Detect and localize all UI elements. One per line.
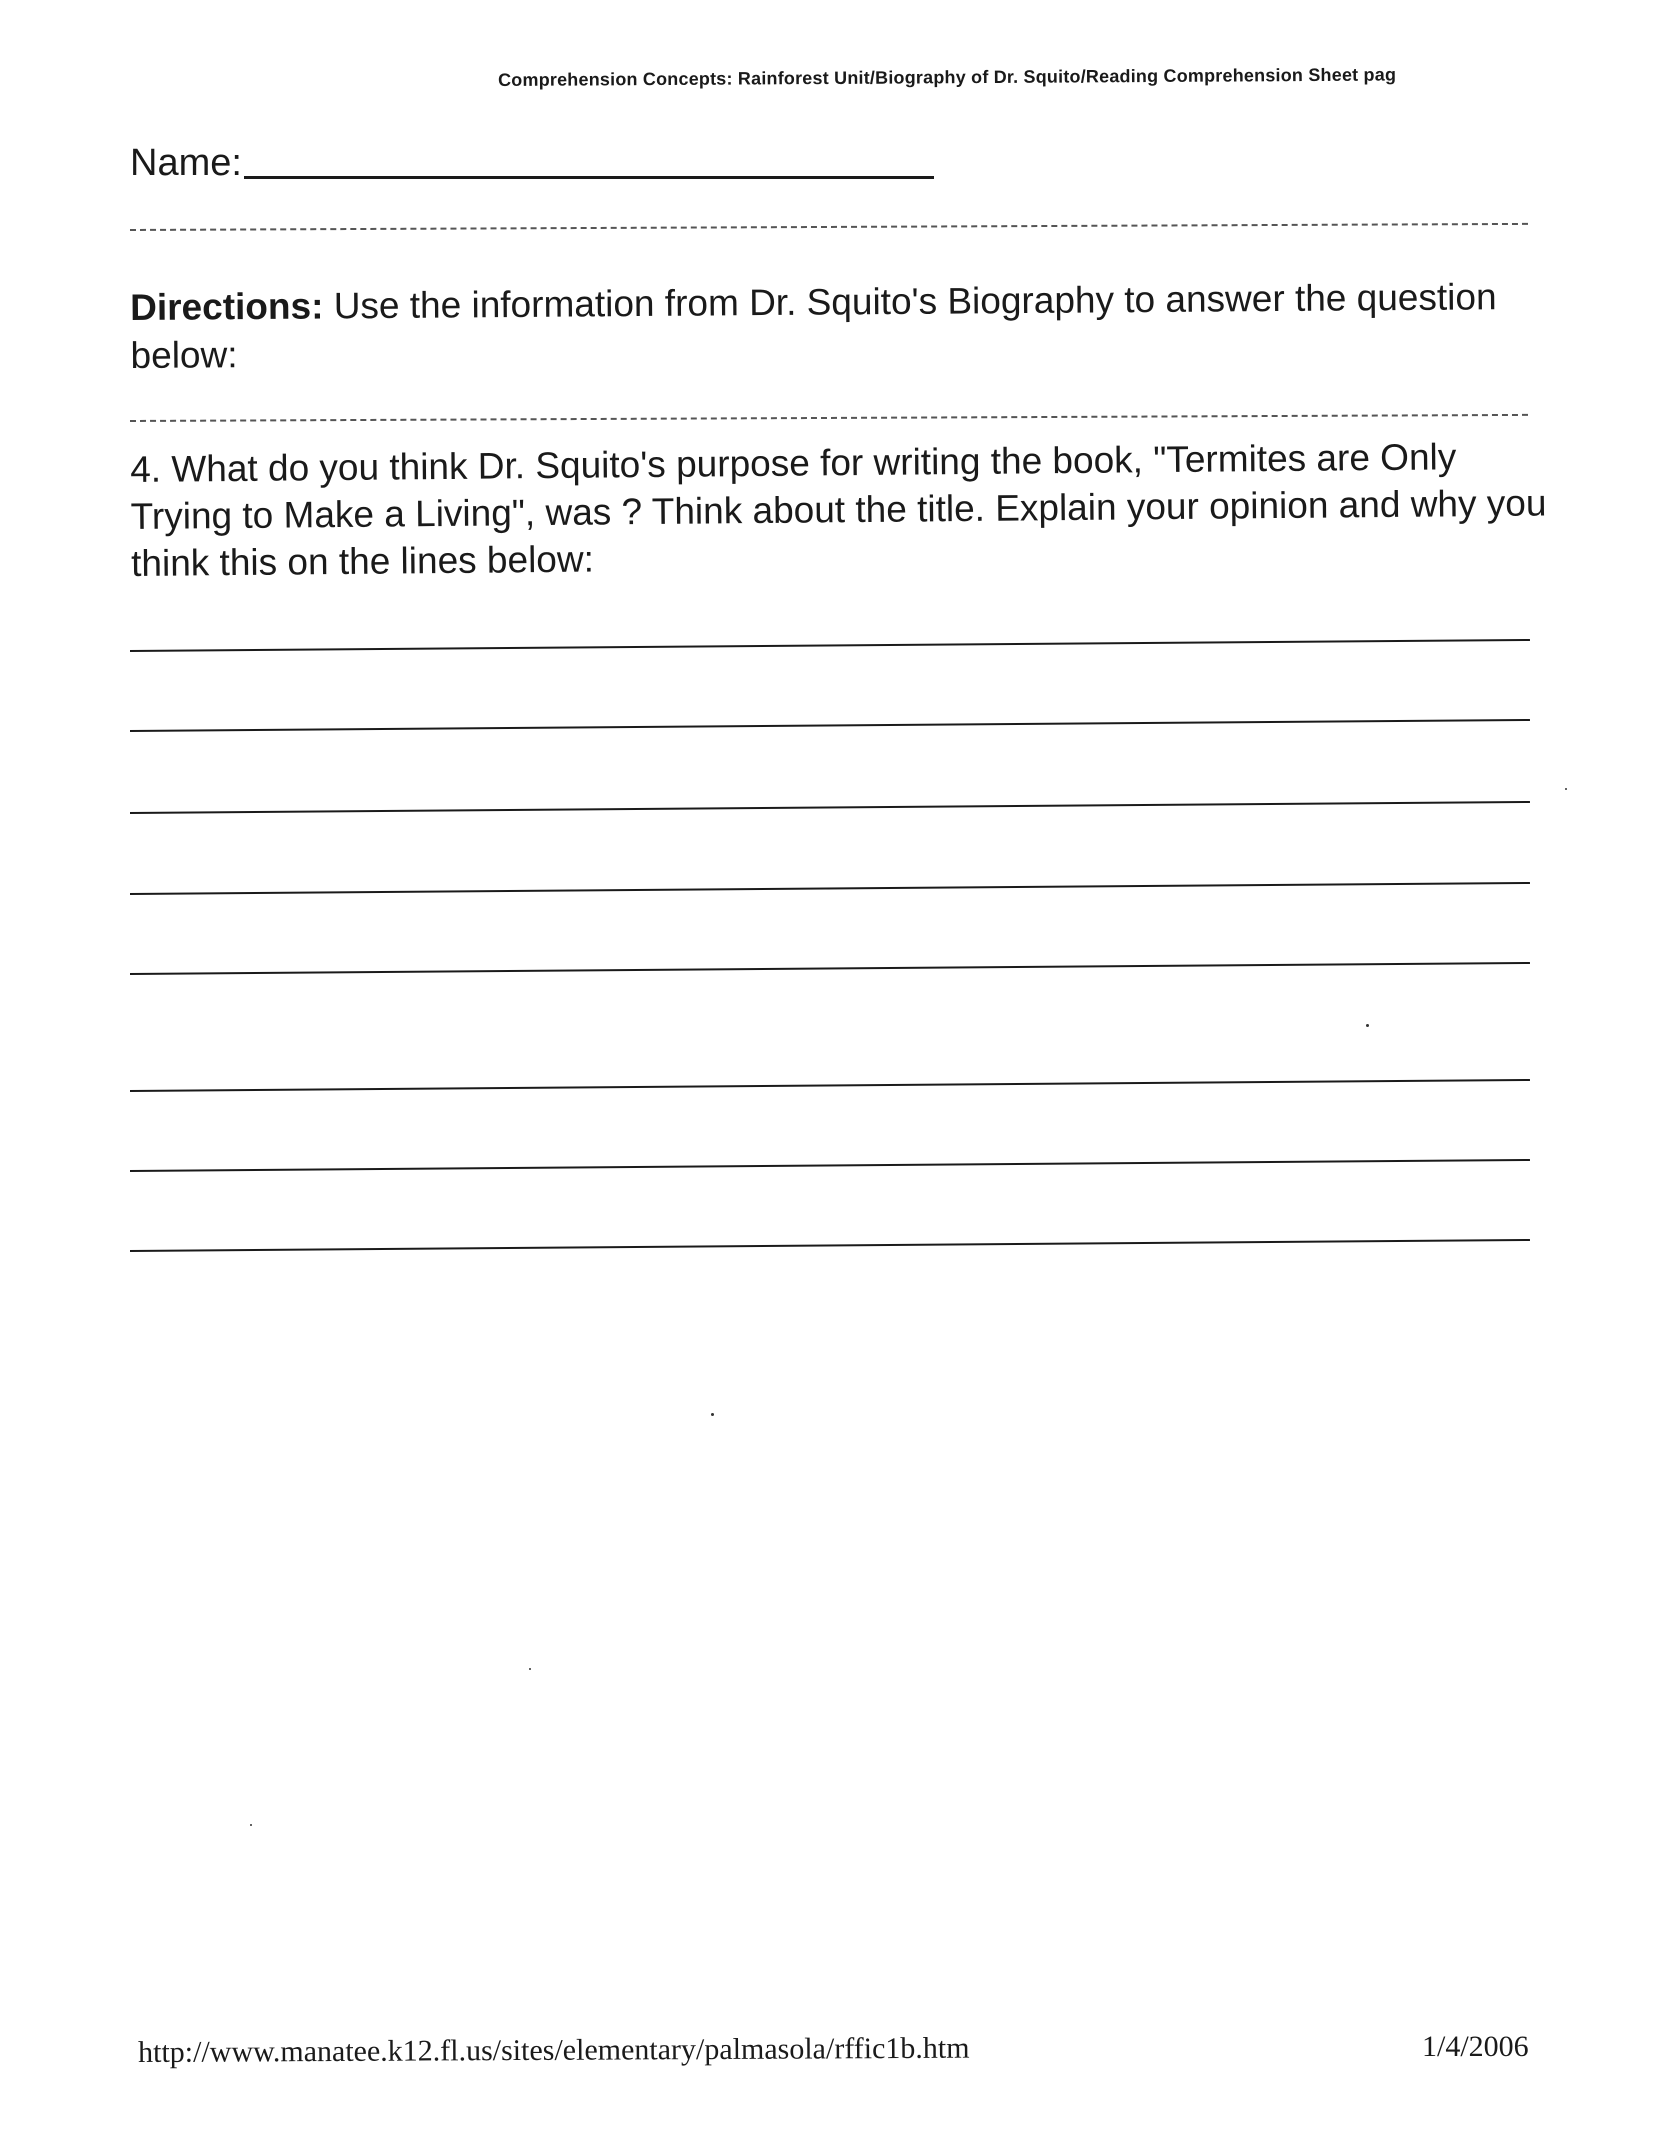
- page-header: Comprehension Concepts: Rainforest Unit/Biography of Dr. Squito/Reading Comprehension Sheet pag: [498, 64, 1397, 90]
- answer-line[interactable]: [130, 801, 1530, 814]
- answer-line[interactable]: [130, 882, 1530, 895]
- divider-rule: [130, 223, 1528, 231]
- directions-paragraph: [130, 273, 1541, 380]
- directions-text: Use the information from Dr. Squito's Biography to answer the question below:: [130, 276, 1497, 376]
- scan-speck: [1565, 788, 1567, 790]
- name-label: Name:: [130, 142, 242, 184]
- footer-url: http://www.manatee.k12.fl.us/sites/elementary/palmasola/rffic1b.htm: [138, 2031, 970, 2069]
- answer-line[interactable]: [130, 1239, 1530, 1252]
- scan-speck: [711, 1413, 714, 1416]
- scan-speck: [250, 1824, 252, 1826]
- name-blank-line[interactable]: [244, 176, 934, 179]
- footer-date: 1/4/2006: [1422, 2030, 1529, 2063]
- answer-line[interactable]: [130, 639, 1530, 652]
- divider-rule: [130, 414, 1528, 422]
- directions-label: Directions:: [130, 285, 324, 328]
- answer-line[interactable]: [130, 962, 1530, 975]
- answer-line[interactable]: [130, 719, 1530, 732]
- answer-line[interactable]: [130, 1159, 1530, 1172]
- answer-line[interactable]: [130, 1079, 1530, 1092]
- name-field: [130, 142, 934, 185]
- question-text: 4. What do you think Dr. Squito's purpose for writing the book, "Termites are Only Trying to Make a Living", was ? Think about the title. Explain your opinion and why you think this on the lines below:: [130, 436, 1547, 584]
- scan-speck: [529, 1668, 531, 1670]
- scan-speck: [1366, 1024, 1369, 1027]
